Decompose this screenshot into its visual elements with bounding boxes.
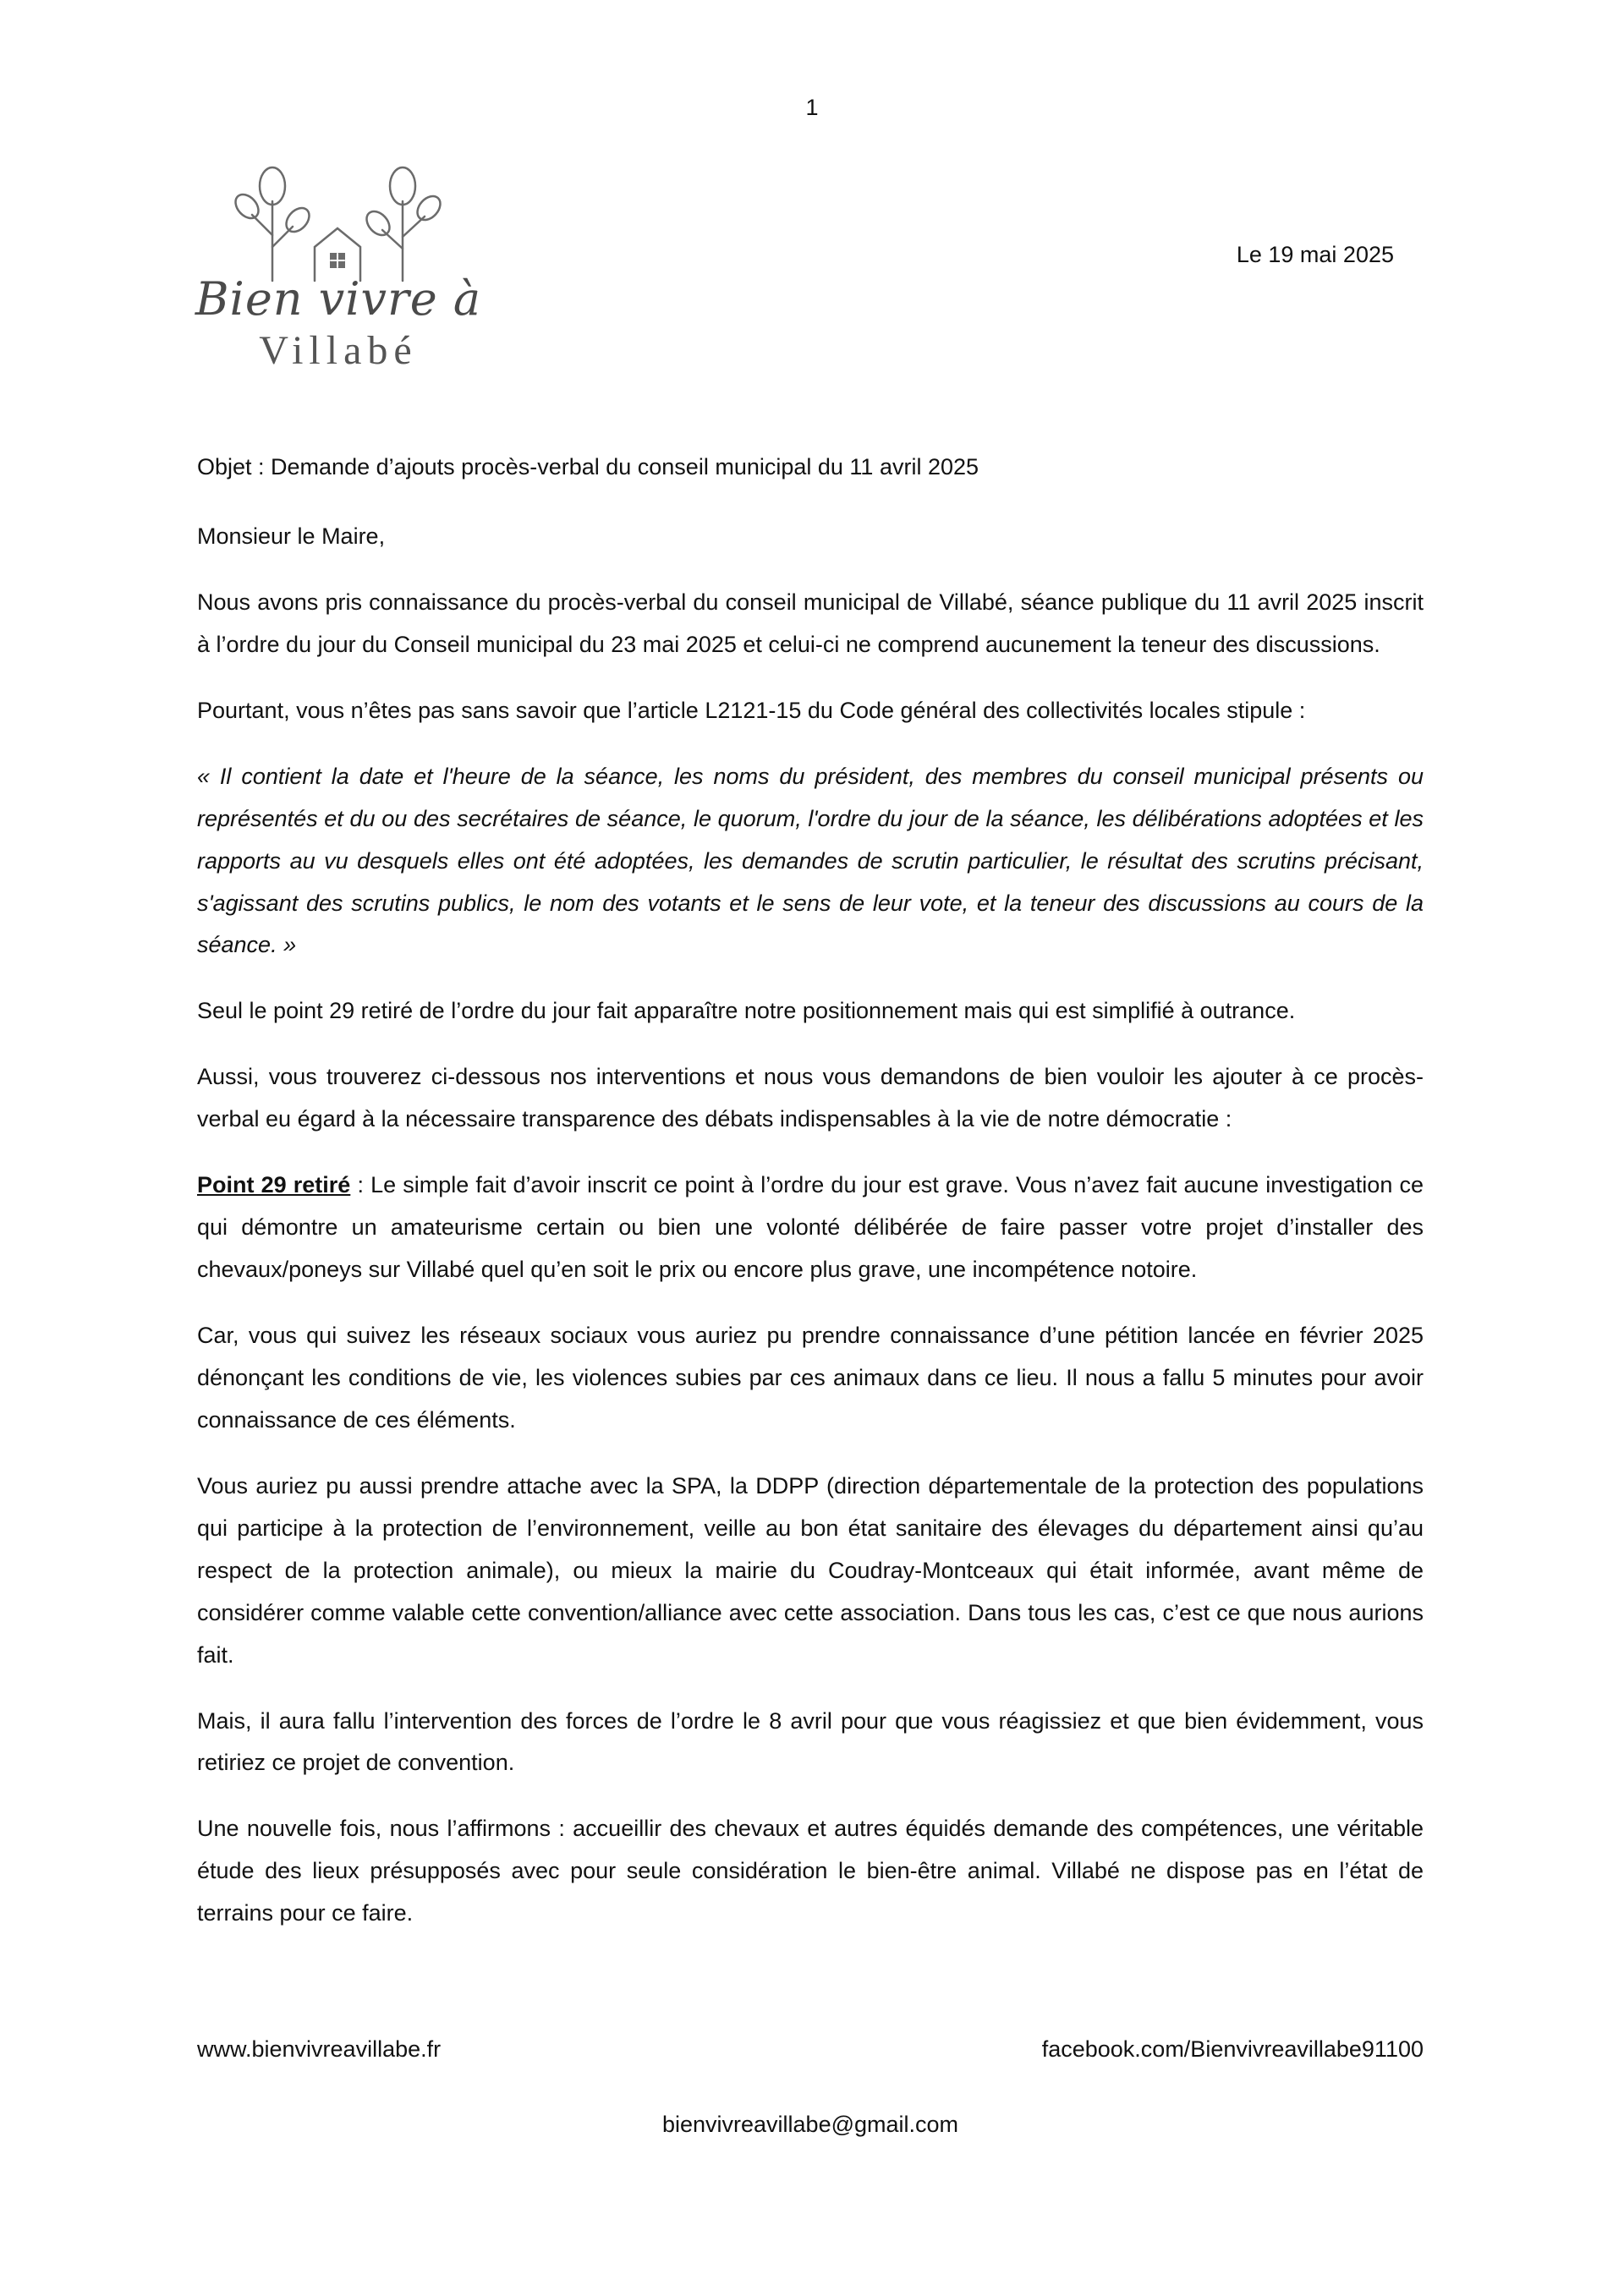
footer-website: www.bienvivreavillabe.fr xyxy=(197,2036,442,2062)
body-paragraph-8: Une nouvelle fois, nous l’affirmons : accueillir des chevaux et autres équidés demande des compétences, une véritable étude des lieux présupposés avec pour seule considération le bien-être animal. Villabé ne dispose pas en l’état de terrains pour ce faire. xyxy=(197,1816,1424,1926)
trees-house-icon xyxy=(211,152,465,288)
logo-word-text: Villabé xyxy=(259,328,418,373)
letter-footer xyxy=(197,2036,1424,2138)
subject-line: Objet : Demande d’ajouts procès-verbal du conseil municipal du 11 avril 2025 xyxy=(197,454,979,479)
body-paragraph-7: Mais, il aura fallu l’intervention des forces de l’ordre le 8 avril pour que vous réagissiez et que bien évidemment, vous retiriez ce projet de convention. xyxy=(197,1707,1424,1776)
body-paragraph-5: Car, vous qui suivez les réseaux sociaux vous auriez pu prendre connaissance d’une pétition lancée en février 2025 dénonçant les conditions de vie, les violences subies par ces animaux dans ce lieu. Il nous a fallu 5 minutes pour avoir connaissance de ces éléments. xyxy=(197,1323,1424,1433)
point-29-paragraph xyxy=(197,1164,1424,1291)
letter-date: Le 19 mai 2025 xyxy=(1236,242,1394,267)
salutation: Monsieur le Maire, xyxy=(197,523,386,549)
footer-links-row xyxy=(197,2036,1424,2063)
point-29-text: : Le simple fait d’avoir inscrit ce point à l’ordre du jour est grave. Vous n’avez fait aucune investigation ce qui démontre un amateurisme certain ou bien une volonté délibérée de faire passer votre projet d’installer des chevaux/poneys sur Villabé quel qu’en soit le prix ou encore plus grave, une incompétence notoire. xyxy=(197,1172,1424,1283)
point-29-heading: Point 29 retiré xyxy=(197,1172,351,1198)
page-number: 1 xyxy=(805,95,819,120)
footer-facebook: facebook.com/Bienvivreavillabe91100 xyxy=(1041,2036,1424,2062)
legal-quote-paragraph: « Il contient la date et l'heure de la séance, les noms du président, des membres du conseil municipal présents ou représentés et du ou des secrétaires de séance, le quorum, l'ordre du jour de la séance, les délibérations adoptées et les rapports au vu desquels elles ont été adoptées, les demandes de scrutin particulier, le résultat des scrutins précisant, s'agissant des scrutins publics, le nom des votants et le sens de leur vote, et la teneur des discussions au cours de la séance. » xyxy=(197,763,1424,958)
association-logo xyxy=(186,152,491,374)
footer-email: bienvivreavillabe@gmail.com xyxy=(661,2112,959,2137)
logo-script-text: Bien vivre à xyxy=(195,272,482,326)
letter-body xyxy=(197,447,1424,1959)
body-paragraph-6: Vous auriez pu aussi prendre attache avec la SPA, la DDPP (direction départementale de la protection des populations qui participe à la protection de l’environnement, veille au bon état sanitaire des élevages du département ainsi qu’au respect de la protection animale), ou mieux la mairie du Coudray-Montceaux qui était informée, avant même de considérer comme valable cette convention/alliance avec cette association. Dans tous les cas, c’est ce que nous aurions fait. xyxy=(197,1472,1424,1668)
body-paragraph-1: Nous avons pris connaissance du procès-verbal du conseil municipal de Villabé, séance publique du 11 avril 2025 inscrit à l’ordre du jour du Conseil municipal du 23 mai 2025 et celui-ci ne comprend aucunement la teneur des discussions. xyxy=(197,589,1424,657)
body-paragraph-4: Aussi, vous trouverez ci-dessous nos interventions et nous vous demandons de bien vouloir les ajouter à ce procès-verbal eu égard à la nécessaire transparence des débats indispensables à la vie de notre démocratie : xyxy=(197,1064,1424,1132)
body-paragraph-3: Seul le point 29 retiré de l’ordre du jour fait apparaître notre positionnement mais qui est simplifié à outrance. xyxy=(197,998,1296,1024)
body-paragraph-2: Pourtant, vous n’êtes pas sans savoir que l’article L2121-15 du Code général des collectivités locales stipule : xyxy=(197,697,1306,723)
